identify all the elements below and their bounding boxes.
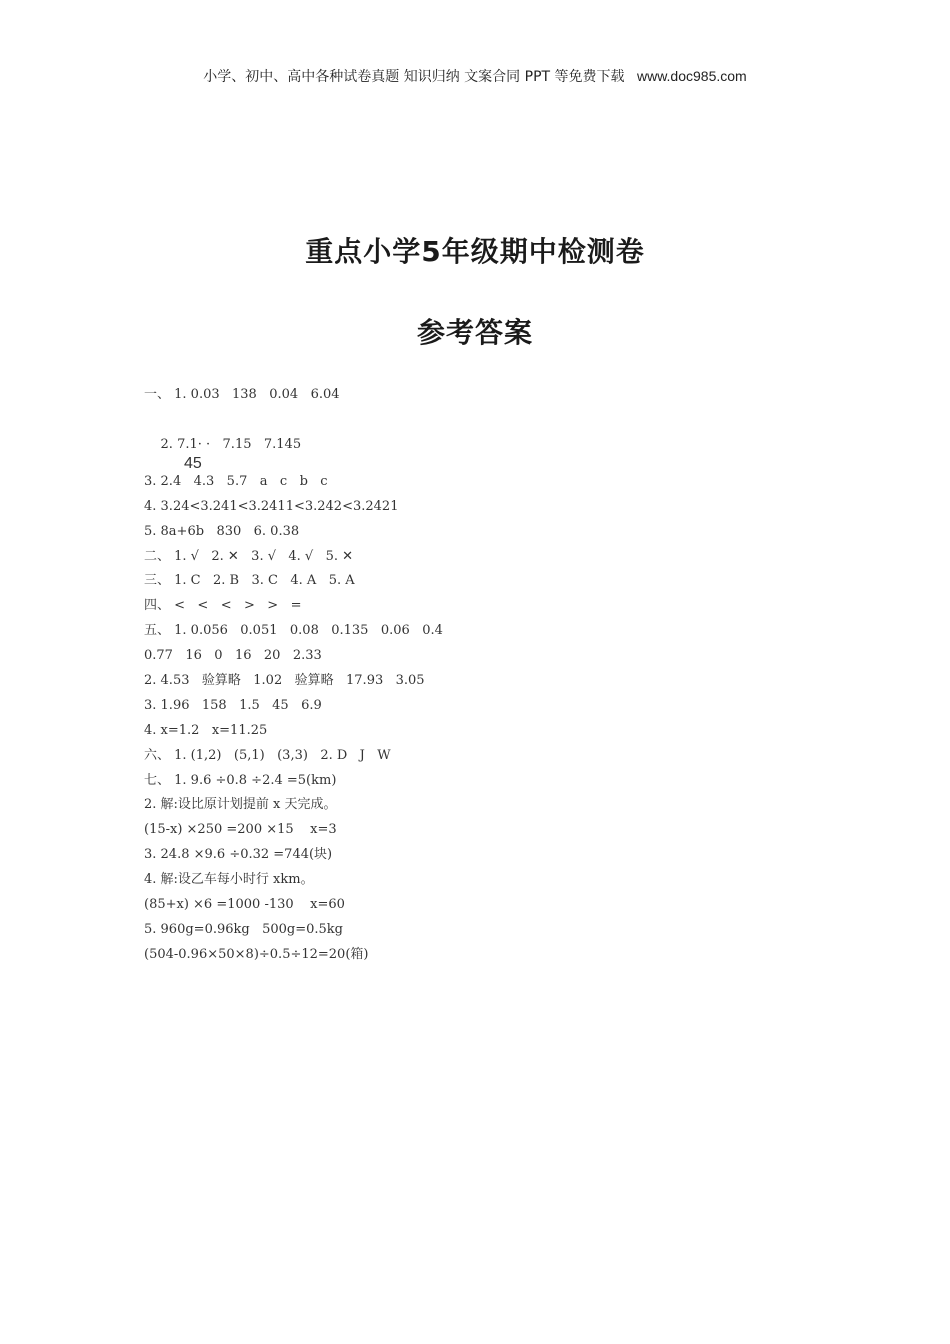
- page-subtitle: 参考答案: [416, 316, 533, 349]
- answer-line: 七、 1. 9.6 ÷0.8 ÷2.4 =5(km): [144, 772, 337, 788]
- answer-line: 5. 960g=0.96kg 500g=0.5kg: [144, 921, 344, 937]
- answer-line: 4. 解:设乙车每小时行 xkm。: [144, 872, 314, 888]
- answer-line: (504-0.96×50×8)÷0.5÷12=20(箱): [144, 946, 369, 962]
- answer-line: (85+x) ×6 =1000 -130 x=60: [144, 897, 345, 913]
- answer-line: 3. 2.4 4.3 5.7 a c b c: [144, 473, 328, 489]
- answer-line: 4. 3.24<3.241<3.2411<3.242<3.2421: [144, 498, 399, 514]
- answer-line: (15-x) ×250 =200 ×15 x=3: [144, 822, 337, 838]
- answer-line: 三、 1. C 2. B 3. C 4. A 5. A: [144, 573, 355, 589]
- answer-line: [144, 408, 844, 470]
- header-url[interactable]: www.doc985.com: [636, 68, 747, 84]
- answer-line: 一、 1. 0.03 138 0.04 6.04: [144, 387, 340, 402]
- site-header: [0, 66, 950, 86]
- fraction-denominator: 45: [184, 454, 202, 472]
- answer-line-text: 2. 7.1· · 7.15 7.145: [160, 436, 302, 452]
- answer-line: 3. 1.96 158 1.5 45 6.9: [144, 697, 322, 713]
- page-title: 重点小学5年级期中检测卷: [305, 235, 645, 268]
- answer-line: 2. 4.53 验算略 1.02 验算略 17.93 3.05: [144, 673, 425, 689]
- answer-line: 5. 8a+6b 830 6. 0.38: [144, 523, 300, 539]
- answer-line: 六、 1. (1,2) (5,1) (3,3) 2. D J W: [144, 747, 391, 763]
- header-text: 小学、初中、高中各种试卷真题 知识归纳 文案合同 PPT 等免费下载: [203, 69, 625, 85]
- answer-line: 四、 < < < > > =: [144, 598, 302, 614]
- answer-line: 五、 1. 0.056 0.051 0.08 0.135 0.06 0.4: [144, 623, 443, 639]
- answer-line: 3. 24.8 ×9.6 ÷0.32 =744(块): [144, 847, 333, 863]
- answer-line: 0.77 16 0 16 20 2.33: [144, 648, 322, 664]
- answer-line: 二、 1. √ 2. ✕ 3. √ 4. √ 5. ✕: [144, 548, 354, 564]
- answer-list: [144, 383, 844, 968]
- answer-line: 4. x=1.2 x=11.25: [144, 722, 268, 738]
- answer-line: 2. 解:设比原计划提前 x 天完成。: [144, 797, 337, 813]
